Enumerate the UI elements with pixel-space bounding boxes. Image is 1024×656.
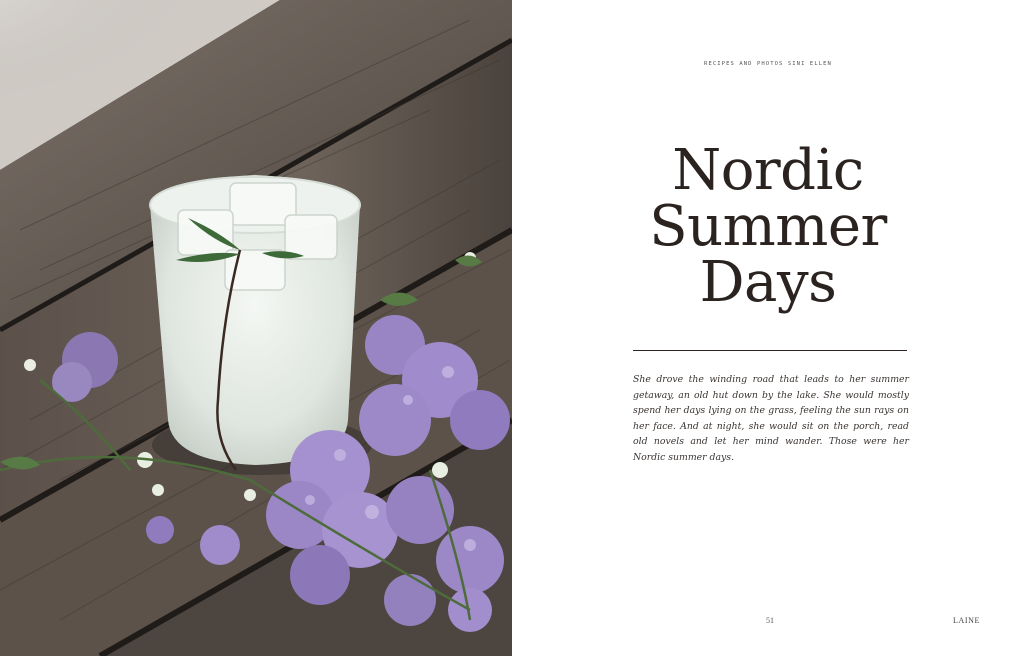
page-number: 51 <box>766 616 774 625</box>
title-line: Days <box>699 250 837 315</box>
title-line: Nordic <box>672 138 864 203</box>
title-line: Summer <box>649 194 887 259</box>
article-title <box>512 138 1024 315</box>
title-divider <box>633 350 907 351</box>
article-page <box>512 0 1024 656</box>
magazine-name: LAINE <box>953 616 980 625</box>
article-credit: RECIPES AND PHOTOS SINI ELLEN <box>704 61 832 67</box>
article-intro: She drove the winding road that leads to her summer getaway, an old hut down by the lake. She would mostly spend her days lying on the grass, feeling the sun rays on her face. And at night, she would sit on the porch, read old novels and let her mind wander. Those were her Nordic summer days. <box>633 374 909 463</box>
